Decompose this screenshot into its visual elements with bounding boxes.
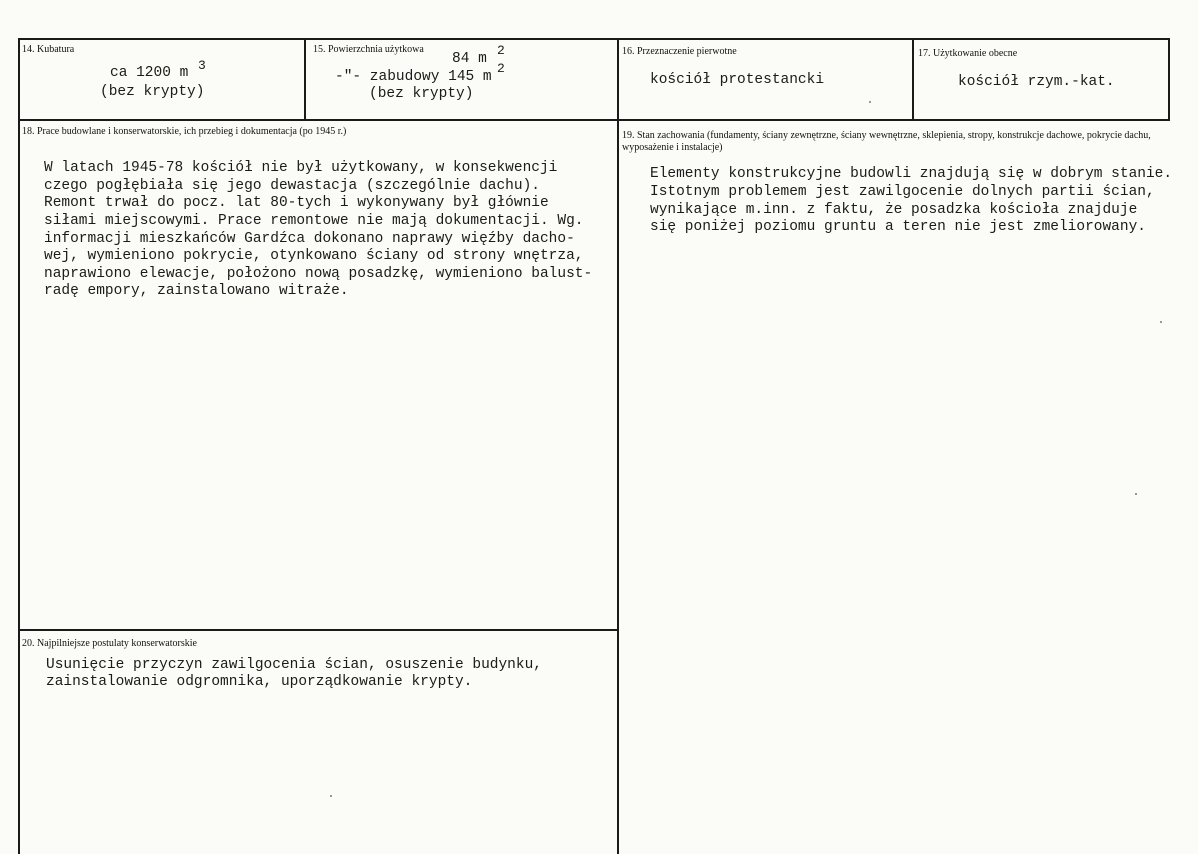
superscript: 3 (198, 58, 206, 73)
text-line: informacji mieszkańców Gardźca dokonano naprawy więźby dacho- (44, 231, 575, 247)
field-label: 15. Powierzchnia użytkowa (313, 44, 424, 55)
text-line: Istotnym problemem jest zawilgocenie dolnych partii ścian, (650, 184, 1155, 200)
paper-speck (869, 101, 871, 103)
text-line: wej, wymieniono pokrycie, otynkowano ściany od strony wnętrza, (44, 248, 584, 264)
field-label: 19. Stan zachowania (fundamenty, ściany zewnętrzne, ściany wewnętrzne, sklepienia, stropy, konstrukcje dachowe, pokrycie dachu, wyposażenie i instalacje) (622, 130, 1151, 153)
divider-14-15 (304, 38, 306, 121)
field-value-line: kościół rzym.-kat. (958, 74, 1115, 90)
text-line: Usunięcie przyczyn zawilgocenia ścian, osuszenie budynku, (46, 657, 542, 673)
text-line: siłami miejscowymi. Prace remontowe nie mają dokumentacji. Wg. (44, 213, 584, 229)
text-line: wynikające m.inn. z faktu, że posadzka kościoła znajduje (650, 202, 1138, 218)
field-label: 18. Prace budowlane i konserwatorskie, ich przebieg i dokumentacja (po 1945 r.) (22, 126, 347, 137)
text-line: Remont trwał do pocz. lat 80-tych i wykonywany był głównie (44, 195, 549, 211)
field-label: 17. Użytkowanie obecne (918, 48, 1018, 59)
text-line: się poniżej poziomu gruntu a teren nie jest zmeliorowany. (650, 219, 1146, 235)
left-mid-rule (18, 629, 619, 631)
field-value-line: kościół protestancki (650, 72, 825, 88)
superscript: 2 (497, 43, 505, 58)
left-border (18, 38, 20, 854)
text-line: W latach 1945-78 kościół nie był użytkowany, w konsekwencji (44, 160, 558, 176)
field-label: 20. Najpilniejsze postulaty konserwatorskie (22, 638, 197, 649)
right-border (1168, 38, 1170, 121)
field-label: 16. Przeznaczenie pierwotne (622, 46, 737, 57)
field-value-line: (bez krypty) (100, 84, 205, 100)
text-line: czego pogłębiała się jego dewastacja (szczególnie dachu). (44, 178, 540, 194)
top-rule (18, 38, 1170, 40)
paper-speck (1135, 493, 1137, 495)
field-value-line: 84 m (452, 51, 487, 67)
row1-rule (18, 119, 1170, 121)
field-label: 14. Kubatura (22, 44, 75, 55)
superscript: 2 (497, 61, 505, 76)
paper-speck (1160, 321, 1162, 323)
paper-speck (330, 795, 332, 797)
field-value-line: (bez krypty) (369, 86, 474, 102)
text-line: radę empory, zainstalowano witraże. (44, 283, 349, 299)
field-value-line: -"- zabudowy 145 m (335, 69, 492, 85)
text-line: naprawiono elewacje, położono nową posadzkę, wymieniono balust- (44, 266, 593, 282)
center-divider (617, 38, 619, 854)
text-line: Elementy konstrukcyjne budowli znajdują się w dobrym stanie. (650, 166, 1173, 182)
field-value-line: ca 1200 m (110, 65, 189, 81)
divider-16-17 (912, 38, 914, 121)
text-line: zainstalowanie odgromnika, uporządkowanie krypty. (46, 674, 473, 690)
